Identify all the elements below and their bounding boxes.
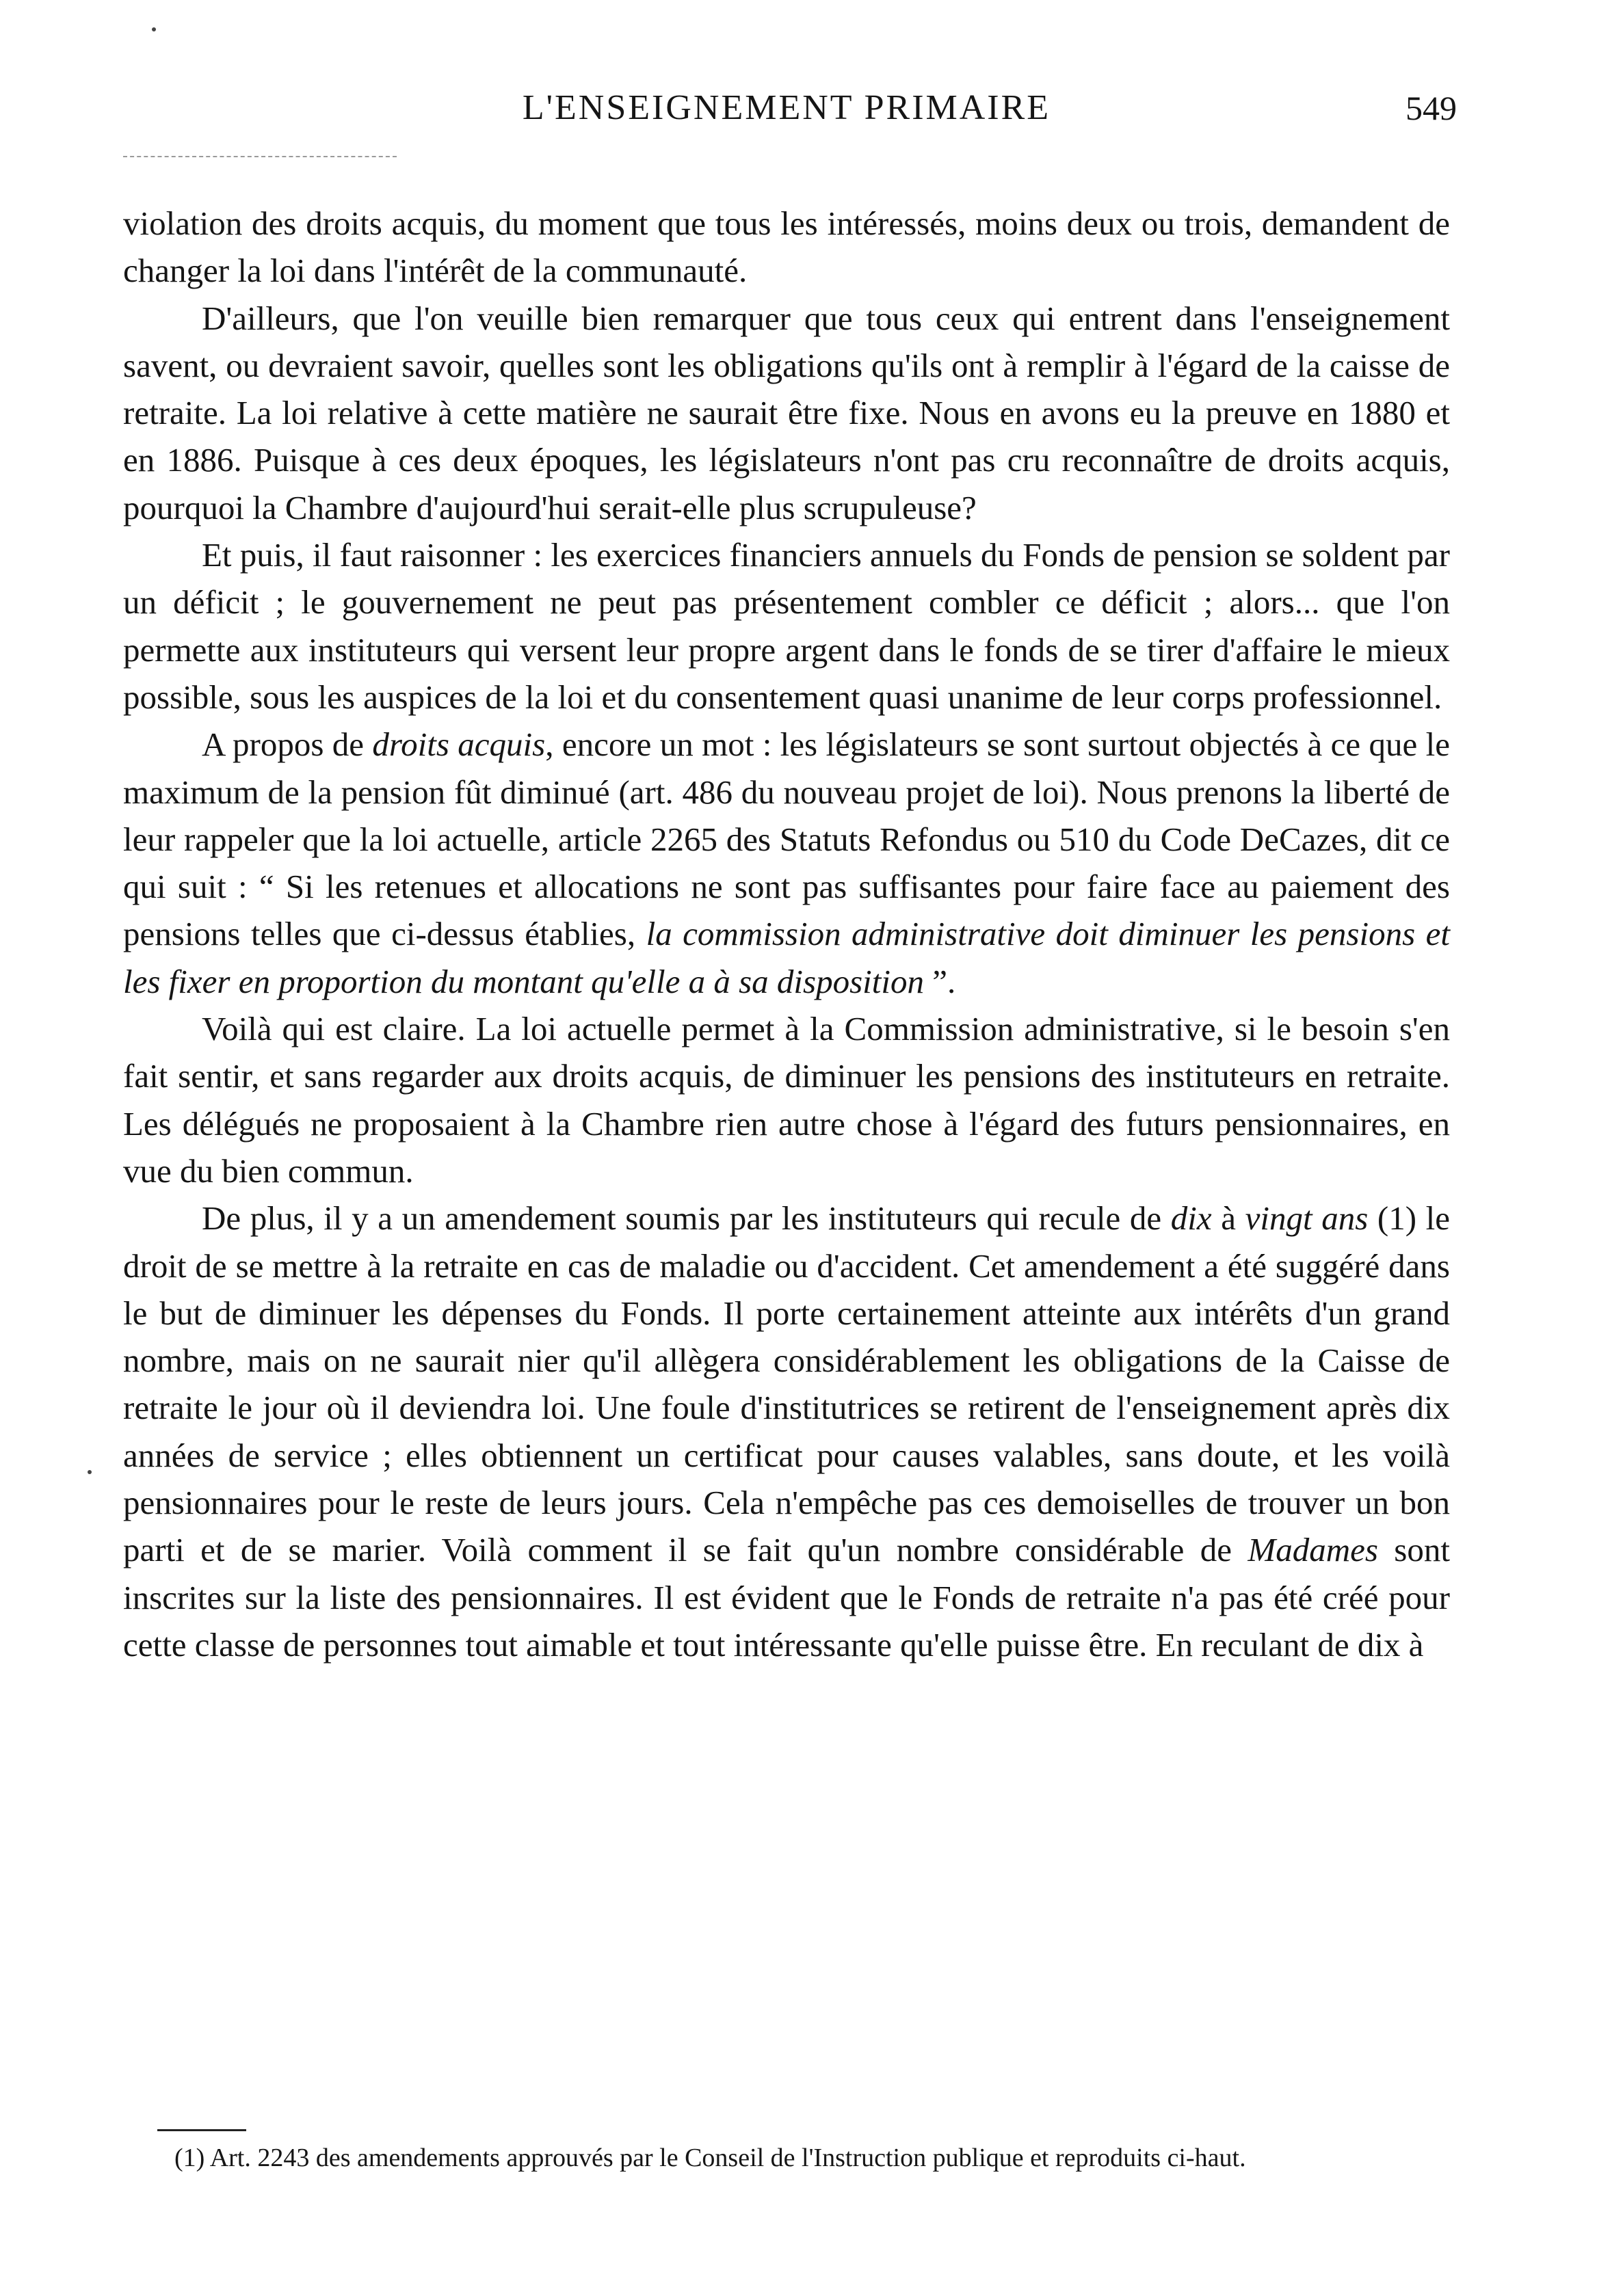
running-head	[116, 81, 1457, 135]
paragraph-text: Et puis, il faut raisonner : les exercices financiers annuels du Fonds de pension se soldent par un déficit ; le gouvernement ne peut pas présentement combler ce déficit ; alors... que l'on permette aux instituteurs qui versent leur propre argent dans le fonds de se tirer d'affaire le mieux possible, sous les auspices de la loi et du consentement quasi unanime de leur corps professionnel.	[123, 536, 1450, 716]
paragraph	[123, 200, 1450, 295]
italic-phrase: Madames	[1248, 1531, 1378, 1569]
paragraph-text: (1) le droit de se mettre à la retraite en cas de maladie ou d'accident. Cet amendement a été suggéré dans le but de diminuer les dépenses du Fonds. Il porte certainement atteinte aux intérêts d'un grand nombre, mais on ne saurait nier qu'il allègera considérablement les obligations de la Caisse de retraite le jour où il deviendra loi. Une foule d'institutrices se retirent de l'enseignement après dix années de service ; elles obtiennent un certificat pour causes valables, sans doute, et les voilà pensionnaires pour le reste de leurs jours. Cela n'empêche pas ces demoiselles de trouver un bon parti et de se marier. Voilà comment il se fait qu'un nombre considérable de	[123, 1199, 1451, 1569]
footnote-rule	[157, 2129, 246, 2131]
paragraph-text: De plus, il y a un amendement soumis par les instituteurs qui recule de	[202, 1199, 1171, 1238]
italic-phrase: vingt ans	[1245, 1199, 1369, 1238]
paragraph-text: violation des droits acquis, du moment que tous les intéressés, moins deux ou trois, demandent de changer la loi dans l'intérêt de la communauté.	[123, 204, 1450, 290]
header-rule	[123, 156, 397, 157]
paragraph-text: ”.	[924, 962, 956, 1000]
paragraph-text: sont inscrites sur la liste des pensionnaires. Il est évident que le Fonds de retraite n'a pas été créé pour cette classe de personnes tout aimable et tout intéressante qu'elle puisse être. En reculant de dix à	[123, 1531, 1450, 1664]
body-text	[123, 200, 1450, 1668]
paragraph-text: , encore un mot : les législateurs se sont surtout objectés à ce que le maximum de la pension fût diminué (art. 486 du nouveau projet de loi). Nous prenons la liberté de leur rappeler que la loi actuelle, article 2265 des Statuts Refondus ou 510 du Code DeCazes, dit ce qui suit : “ Si les retenues et allocations ne sont pas suffisantes pour faire face au paiement des pensions telles que ci-dessus établies,	[123, 725, 1450, 953]
running-title: L'ENSEIGNEMENT PRIMAIRE	[522, 88, 1051, 127]
paragraph-text: Voilà qui est claire. La loi actuelle permet à la Commission administrative, si le besoin s'en fait sentir, et sans regarder aux droits acquis, de diminuer les pensions des instituteurs en retraite. Les délégués ne proposaient à la Chambre rien autre chose à l'égard des futurs pensionnaires, en vue du bien commun.	[123, 1010, 1450, 1190]
paragraph	[123, 721, 1450, 1005]
footnotes	[123, 2141, 1450, 2174]
margin-speck	[152, 27, 156, 31]
italic-phrase: droits acquis	[372, 725, 546, 764]
paragraph-text: D'ailleurs, que l'on veuille bien remarquer que tous ceux qui entrent dans l'enseignement savent, ou devraient savoir, quelles sont les obligations qu'ils ont à remplir à l'égard de la caisse de retraite. La loi relative à cette matière ne saurait être fixe. Nous en avons eu la preuve en 1880 et en 1886. Puisque à ces deux époques, les législateurs n'ont pas cru reconnaître de droits acquis, pourquoi la Chambre d'aujourd'hui serait-elle plus scrupuleuse?	[123, 299, 1450, 526]
margin-speck	[88, 1470, 92, 1474]
italic-quotation: la commission administrative doit diminuer les pensions et les fixer en proportion du montant qu'elle a à sa disposition	[123, 915, 1450, 1000]
paragraph-text: A propos de	[202, 725, 373, 764]
paragraph	[123, 295, 1450, 531]
italic-phrase: dix	[1170, 1199, 1212, 1238]
paragraph	[123, 531, 1450, 721]
paragraph	[123, 1005, 1450, 1194]
footnote: (1) Art. 2243 des amendements approuvés par le Conseil de l'Instruction publique et reproduits ci-haut.	[174, 2144, 1246, 2172]
paragraph-text: à	[1211, 1199, 1245, 1238]
page-number: 549	[1406, 89, 1457, 127]
paragraph	[123, 1194, 1450, 1668]
